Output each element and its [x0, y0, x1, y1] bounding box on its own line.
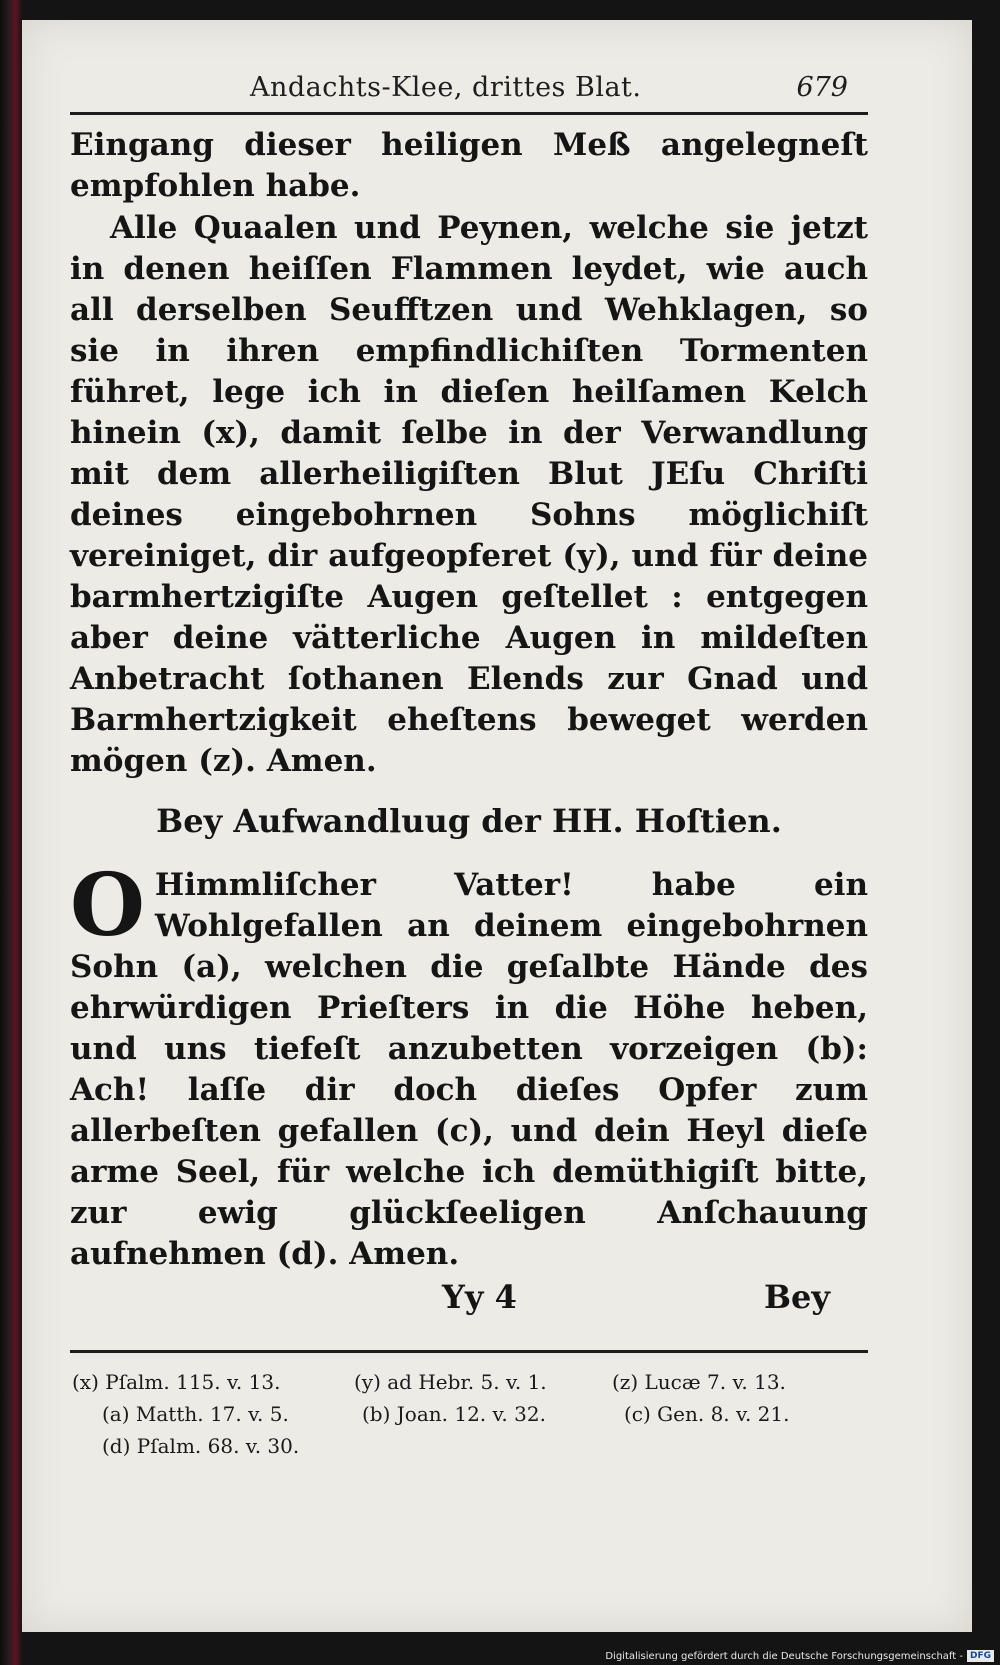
digitization-credit — [605, 1650, 994, 1662]
footnote-rule — [70, 1350, 868, 1353]
running-head: Andachts-Klee, drittes Blat. — [250, 72, 642, 103]
footnote-c: (c) Gen. 8. v. 21. — [624, 1402, 790, 1426]
footnote-d: (d) Pſalm. 68. v. 30. — [102, 1434, 300, 1458]
paragraph-prayer-2 — [70, 855, 868, 1275]
catchword: Bey — [764, 1278, 830, 1316]
dfg-logo: DFG — [967, 1650, 994, 1662]
paragraph-prayer-1: Alle Quaalen und Peynen, welche sie jetzt in denen heiſſen Flammen leydet, wie auch all derselben Seufftzen und Wehklagen, so sie in ihren empfindlichiſten Tormenten führet, lege ich in dieſen heilſamen Kelch hinein (x), damit ſelbe in der Verwandlung mit dem allerheiligiſten Blut JEſu Chriſti deines eingebohrnen Sohns möglichiſt vereiniget, dir aufgeopferet (y), und für deine barmhertzigiſte Augen geſtellet : entgegen aber deine vätterliche Augen in mildeſten Anbetracht ſothanen Elends zur Gnad und Barmhertzigkeit eheſtens beweget werden mögen (z). Amen. — [70, 210, 868, 779]
footnote-row — [72, 1366, 872, 1398]
footnote-z: (z) Lucæ 7. v. 13. — [612, 1370, 786, 1394]
catch-line — [70, 1278, 868, 1323]
book-page — [22, 20, 972, 1632]
page-number: 679 — [796, 72, 848, 103]
section-heading: Bey Aufwandluug der HH. Hoſtien. — [156, 802, 782, 840]
credit-text: Digitalisierung gefördert durch die Deutsche Forschungsgemeinschaft - — [605, 1650, 963, 1662]
footnote-x: (x) Pſalm. 115. v. 13. — [72, 1370, 281, 1394]
paragraph-continuation: Eingang dieser heiligen Meß angelegneſt empfohlen habe. — [70, 127, 868, 204]
footnote-b: (b) Joan. 12. v. 32. — [362, 1402, 546, 1426]
book-spine — [0, 0, 22, 1665]
signature-mark: Yy 4 — [442, 1278, 517, 1316]
drop-initial: O — [70, 855, 145, 956]
page-header — [70, 72, 868, 115]
footnote-row — [72, 1398, 872, 1430]
footnote-row — [72, 1430, 872, 1462]
paragraph-prayer-2-text: Himmliſcher Vatter! habe ein Wohlgefallen an deinem eingebohrnen Sohn (a), welchen die geſalbte Hände des ehrwürdigen Prieſters in die Höhe heben, und uns tiefeſt anzubetten vorzeigen (b): Ach! laſſe dir doch dieſes Opfer zum allerbeſten gefallen (c), und dein Heyl dieſe arme Seel, für welche ich demüthigiſt bitte, zur ewig glückſeeligen Anſchauung aufnehmen (d). Amen. — [70, 867, 868, 1272]
footnote-y: (y) ad Hebr. 5. v. 1. — [354, 1370, 547, 1394]
footnotes — [72, 1366, 872, 1462]
footnote-a: (a) Matth. 17. v. 5. — [102, 1402, 289, 1426]
